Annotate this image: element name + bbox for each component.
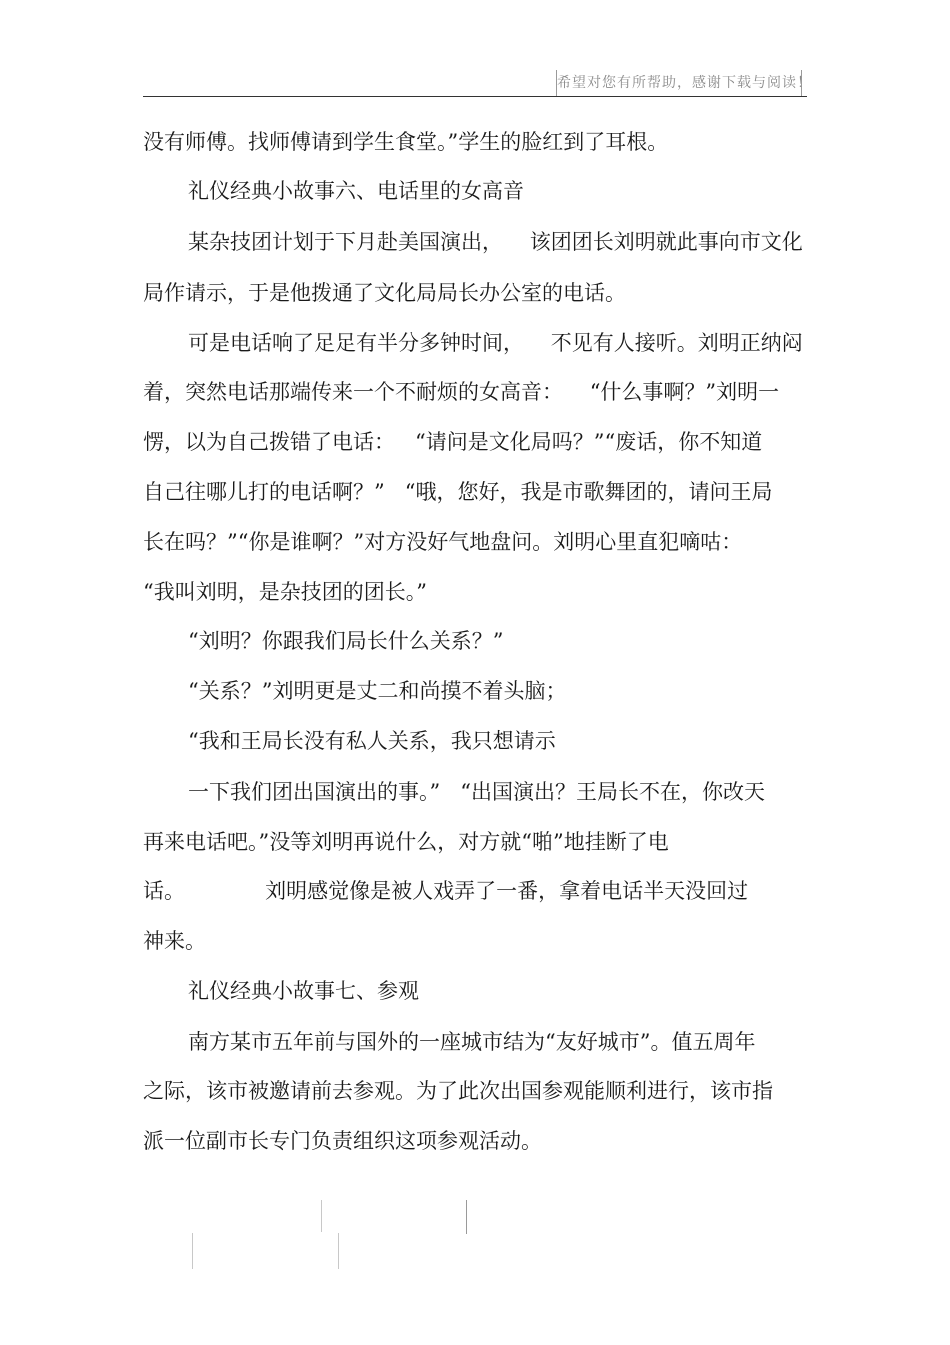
scan-artifact-mark xyxy=(466,1200,467,1234)
scan-artifact-mark xyxy=(321,1200,322,1232)
paragraph-line: “我叫刘明，是杂技团的团长。” xyxy=(143,580,427,604)
paragraph-line: 之际，该市被邀请前去参观。为了此次出国参观能顺利进行，该市指 xyxy=(143,1079,773,1103)
paragraph-line: 派一位副市长专门负责组织这项参观活动。 xyxy=(143,1129,542,1153)
paragraph-line: 南方某市五年前与国外的一座城市结为“友好城市”。值五周年 xyxy=(188,1030,756,1054)
scan-artifact-mark xyxy=(192,1233,193,1269)
paragraph-line: 再来电话吧。”没等刘明再说什么，对方就“啪”地挂断了电 xyxy=(143,830,669,854)
paragraph-line: 一下我们团出国演出的事。” “出国演出？王局长不在，你改天 xyxy=(188,780,765,804)
paragraph-line: 自己往哪儿打的电话啊？” “哦，您好，我是市歌舞团的，请问王局 xyxy=(143,480,773,504)
section-heading: 礼仪经典小故事七、参观 xyxy=(188,979,419,1003)
paragraph-line: 愣，以为自己拨错了电话： “请问是文化局吗？”“废话，你不知道 xyxy=(143,430,763,454)
paragraph-line: 着，突然电话那端传来一个不耐烦的女高音： “什么事啊？”刘明一 xyxy=(143,380,780,404)
section-heading: 礼仪经典小故事六、电话里的女高音 xyxy=(188,179,524,203)
paragraph-line: 局作请示，于是他拨通了文化局局长办公室的电话。 xyxy=(143,281,626,305)
paragraph-line: 长在吗？”“你是谁啊？”对方没好气地盘问。刘明心里直犯嘀咕： xyxy=(143,530,743,554)
paragraph-line: “关系？”刘明更是丈二和尚摸不着头脑； xyxy=(188,679,567,703)
header-note: 希望对您有所帮助，感谢下载与阅读！ xyxy=(556,70,802,96)
paragraph-line: 某杂技团计划于下月赴美国演出， 该团团长刘明就此事向市文化 xyxy=(188,230,803,254)
paragraph-line: “我和王局长没有私人关系，我只想请示 xyxy=(188,729,556,753)
paragraph-line: 可是电话响了足足有半分多钟时间， 不见有人接听。刘明正纳闷 xyxy=(188,331,803,355)
paragraph-line: 话。 刘明感觉像是被人戏弄了一番，拿着电话半天没回过 xyxy=(143,879,749,903)
paragraph-line: “刘明？你跟我们局长什么关系？” xyxy=(188,629,504,653)
paragraph-line: 没有师傅。找师傅请到学生食堂。”学生的脸红到了耳根。 xyxy=(143,130,669,154)
header-divider xyxy=(143,96,807,97)
paragraph-line: 神来。 xyxy=(143,929,206,953)
scan-artifact-mark xyxy=(338,1233,339,1269)
